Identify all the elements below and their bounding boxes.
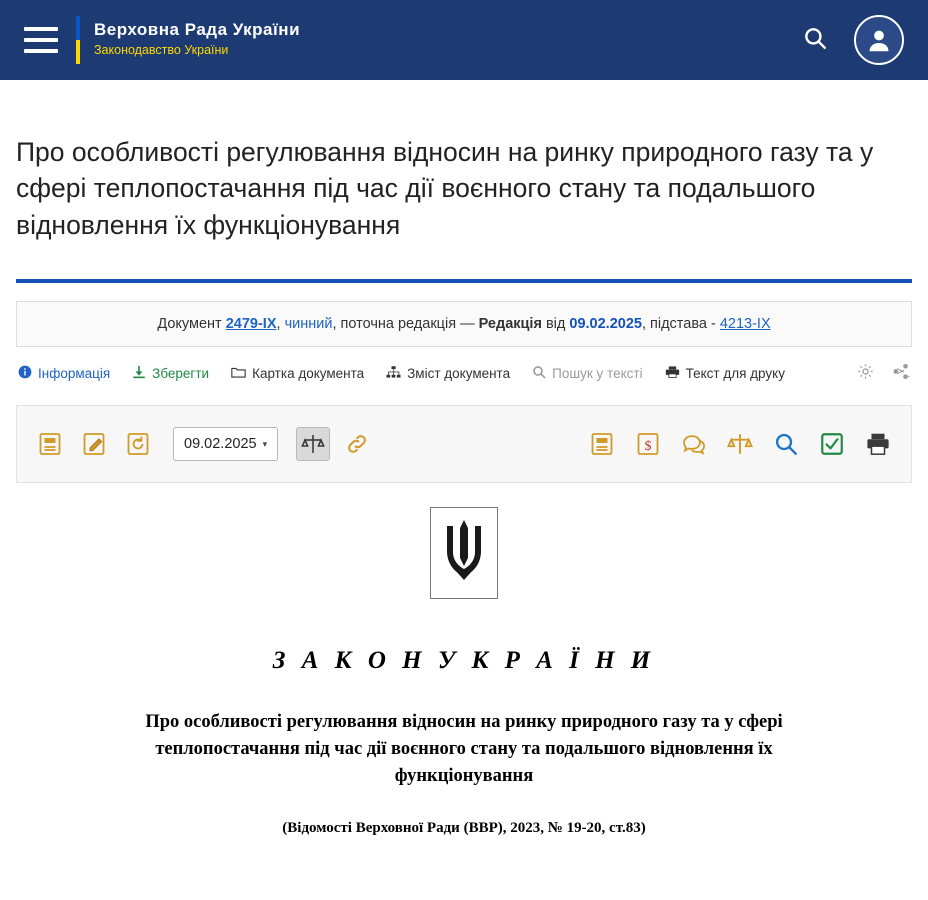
chevron-down-icon: ▾ [262, 438, 268, 449]
action-search-in-text[interactable] [532, 365, 642, 382]
brand[interactable] [94, 20, 300, 60]
search-icon [532, 365, 546, 382]
page-title: Про особливості регулювання відносин на ринку природного газу та у сфері теплопостачання під час дії воєнного стану та подальшого відновлення їх функціонування [16, 136, 874, 240]
document-card-button[interactable] [33, 427, 67, 461]
basis-link[interactable]: 4213-IX [719, 316, 771, 333]
search-icon[interactable] [802, 25, 828, 56]
revision-date-value: 09.02.2025 [184, 436, 257, 453]
brand-subtitle: Законодавство України [94, 43, 229, 58]
action-label: Картка документа [252, 365, 365, 381]
burger-line [24, 38, 58, 42]
burger-line [24, 27, 58, 31]
download-icon [132, 365, 146, 382]
user-avatar-icon[interactable] [854, 15, 904, 65]
law-source: (Відомості Верховної Ради (ВВР), 2023, № 19-20, ст.83) [282, 819, 646, 836]
printer-icon [665, 365, 680, 382]
basis-label: , підстава - [641, 316, 716, 333]
svg-text:$: $ [644, 439, 652, 455]
print-button[interactable] [861, 427, 895, 461]
status-comma: , [276, 316, 281, 333]
revision-date: 09.02.2025 [569, 316, 642, 333]
action-print-text[interactable] [665, 365, 785, 382]
edit-document-button[interactable] [77, 427, 111, 461]
revision-history-button[interactable] [121, 427, 155, 461]
action-label: Зберегти [152, 365, 210, 381]
document-toolbar [16, 405, 912, 483]
hamburger-menu-icon[interactable] [24, 27, 58, 53]
search-in-text-button[interactable] [769, 427, 803, 461]
financial-document-button[interactable] [631, 427, 665, 461]
toolbar-right-group [585, 427, 895, 461]
gear-icon[interactable] [857, 363, 874, 383]
action-label: Інформація [38, 365, 111, 381]
action-label: Текст для друку [685, 365, 785, 381]
status-word[interactable]: чинний [284, 316, 333, 333]
revision-date-select[interactable] [173, 427, 278, 461]
document-number-link[interactable]: 2479-IX [225, 316, 277, 333]
action-label: Пошук у тексті [552, 365, 643, 381]
revision-from: від [545, 316, 566, 333]
permalink-button[interactable] [340, 427, 374, 461]
brand-title: Верховна Рада України [94, 20, 301, 40]
action-save[interactable] [132, 365, 209, 382]
validity-check-button[interactable] [815, 427, 849, 461]
share-icon[interactable] [892, 363, 910, 383]
compare-versions-button[interactable] [296, 427, 330, 461]
page-content [0, 98, 928, 837]
status-prefix: Документ [157, 316, 222, 333]
action-information[interactable] [18, 365, 110, 382]
document-status-bar [16, 301, 912, 347]
title-divider [16, 279, 912, 283]
burger-line [24, 49, 58, 53]
document-body [14, 483, 914, 836]
status-middle: , поточна редакція — [332, 316, 475, 333]
info-icon [18, 365, 32, 382]
header-actions [802, 15, 904, 65]
action-document-card[interactable] [231, 365, 364, 382]
document-actions-right [857, 363, 910, 383]
revision-label: Редакція [478, 316, 542, 333]
ukraine-coat-of-arms-icon [430, 507, 498, 599]
legal-practice-button[interactable] [723, 427, 757, 461]
action-document-contents[interactable] [386, 365, 510, 382]
document-actions [14, 347, 914, 393]
site-header [0, 0, 928, 80]
sitemap-icon [386, 365, 401, 382]
brand-accent-bar [76, 16, 80, 64]
comments-button[interactable] [677, 427, 711, 461]
law-title: Про особливості регулювання відносин на ринку природного газу та у сфері теплопостачання під час дії воєнного стану та подальшого відновлення їх функціонування [145, 712, 783, 786]
related-documents-button[interactable] [585, 427, 619, 461]
folder-icon [231, 365, 246, 382]
action-label: Зміст документа [407, 365, 511, 381]
law-heading: З А К О Н У К Р А Ї Н И [272, 647, 656, 675]
